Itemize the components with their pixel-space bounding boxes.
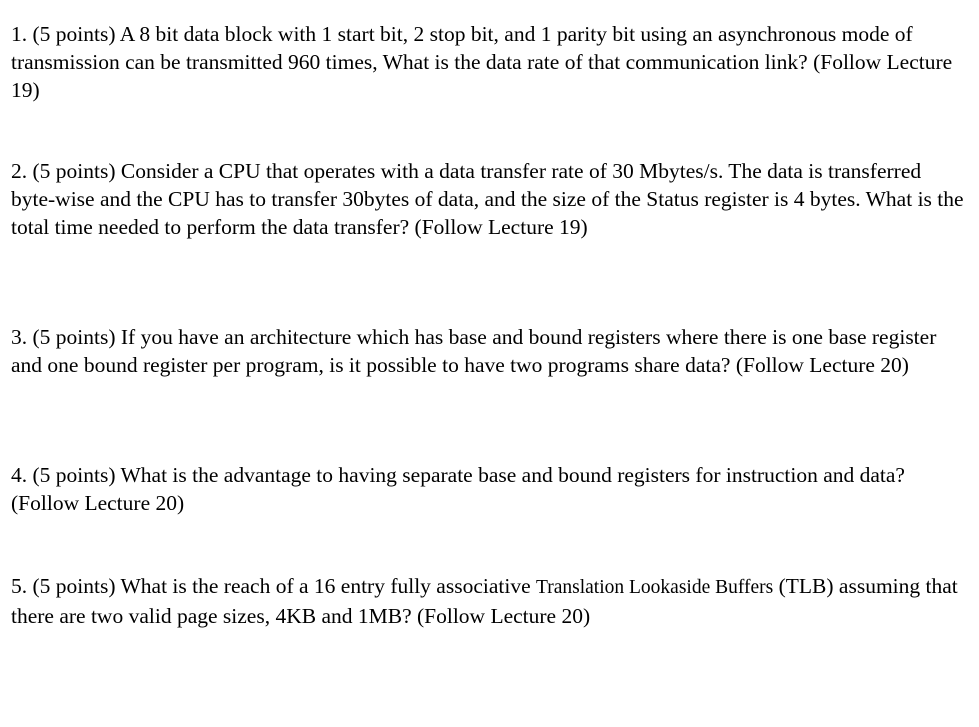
question-5-tlb-term: Translation Lookaside Buffers <box>536 577 774 598</box>
question-3: 3. (5 points) If you have an architecture which has base and bound registers where there is one base register and one bound register per program, is it possible to have two programs share data? (Follow Lecture 20) <box>11 325 937 377</box>
question-1: 1. (5 points) A 8 bit data block with 1 start bit, 2 stop bit, and 1 parity bit using an asynchronous mode of transmission can be transmitted 960 times, What is the data rate of that communication link? (Follow Lecture 19) <box>11 22 953 102</box>
question-5 <box>11 572 969 630</box>
question-5-suffix: (TLB) assuming that there are two valid page sizes, 4KB and 1MB? (Follow Lecture 20) <box>11 574 958 628</box>
question-2: 2. (5 points) Consider a CPU that operates with a data transfer rate of 30 Mbytes/s. The data is transferred byte-wise and the CPU has to transfer 30bytes of data, and the size of the Status register is 4 bytes. What is the total time needed to perform the data transfer? (Follow Lecture 19) <box>11 159 964 239</box>
question-5-prefix: 5. (5 points) What is the reach of a 16 entry fully associative <box>11 574 537 598</box>
question-4: 4. (5 points) What is the advantage to having separate base and bound registers for instruction and data? (Follow Lecture 20) <box>11 463 905 515</box>
